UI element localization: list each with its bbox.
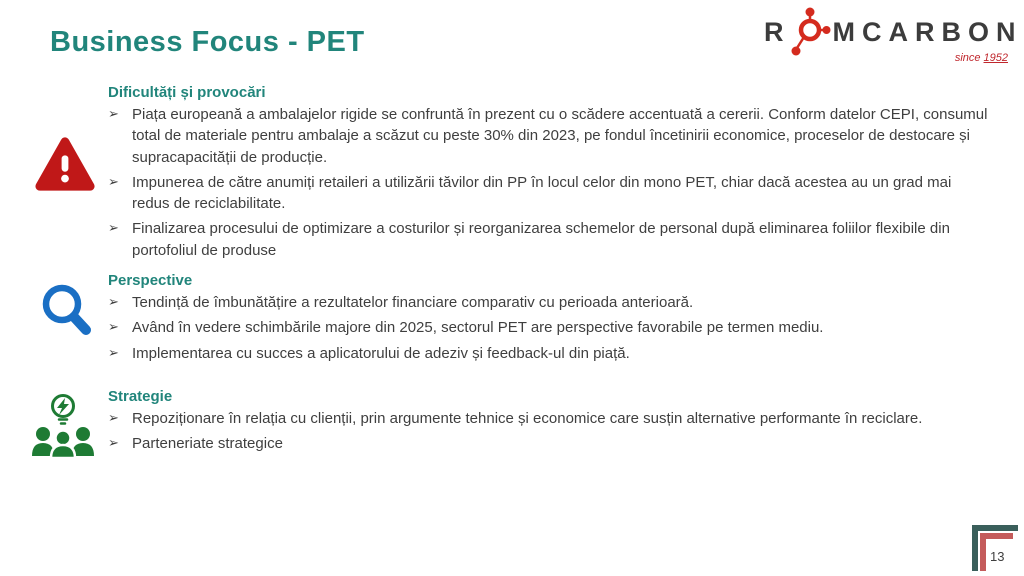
list-item xyxy=(108,343,990,364)
logo-since xyxy=(955,52,1008,64)
corner-red-left-bar xyxy=(980,533,986,571)
list-item xyxy=(108,104,990,168)
section-heading: Perspective xyxy=(108,272,193,289)
magnifier-icon xyxy=(37,281,95,339)
page-title: Business Focus - PET xyxy=(50,26,365,58)
bullet-text: Având în vedere schimbările majore din 2025, sectorul PET are perspective favorabile pe termen mediu. xyxy=(132,319,824,337)
corner-teal-top-bar xyxy=(972,525,1018,531)
list-item xyxy=(108,317,990,338)
bullet-text: Impunerea de către anumiți retaileri a utilizării tăvilor din PP în locul celor din mono PET, chiar dacă acestea au un grad mai redus de reciclabilitate. xyxy=(132,173,952,213)
list-item xyxy=(108,218,990,261)
section-heading: Strategie xyxy=(108,388,173,405)
logo-letter-r: R xyxy=(764,16,791,47)
bullet-arrow-icon: ➢ xyxy=(108,319,119,335)
logo-wordmark xyxy=(764,10,1023,54)
list-item xyxy=(108,292,990,313)
bullet-text: Finalizarea procesului de optimizare a costurilor și reorganizarea schemelor de personal după eliminarea foliilor flexibile din portofoliul de produse xyxy=(132,220,950,259)
bullet-arrow-icon: ➢ xyxy=(108,106,119,121)
bullet-text: Piața europeană a ambalajelor rigide se confruntă în prezent cu o scădere accentuată a cererii. Conform datelor CEPI, consumul total de materiale pentru ambalaje a scăzut cu peste 30% din 2023, pe fondul încetinirii economice, proceselor de destocare și supracapacității de producție. xyxy=(132,106,988,166)
corner-teal-left-bar xyxy=(972,525,978,571)
bullet-text: Tendință de îmbunătățire a rezultatelor financiare comparativ cu perioada anterioară. xyxy=(132,294,694,311)
romcarbon-logo xyxy=(764,10,1023,68)
bullet-arrow-icon: ➢ xyxy=(108,410,119,425)
warning-triangle-icon xyxy=(34,134,96,196)
section-perspectives xyxy=(108,272,990,368)
list-item xyxy=(108,172,990,215)
page-number: 13 xyxy=(990,549,1005,564)
bullet-arrow-icon: ➢ xyxy=(108,294,119,309)
logo-letters-mcarbon: MCARBON xyxy=(832,16,1023,47)
molecule-icon xyxy=(791,5,831,59)
bullet-text: Implementarea cu succes a aplicatorului de adeziv și feedback-ul din piață. xyxy=(132,344,630,362)
section-strategy xyxy=(108,388,990,459)
section-heading: Dificultăți și provocări xyxy=(108,84,266,101)
page-corner-graphic xyxy=(972,525,1018,571)
list-item xyxy=(108,433,990,454)
bullet-list xyxy=(108,292,990,364)
since-label: since xyxy=(954,52,981,64)
section-difficulties xyxy=(108,84,990,265)
bullet-text: Repoziționare în relația cu clienții, prin argumente tehnice și economice care susțin alternative performante în reciclare. xyxy=(132,410,923,427)
bullet-text: Parteneriate strategice xyxy=(132,435,283,453)
bullet-arrow-icon: ➢ xyxy=(108,344,119,360)
bullet-list xyxy=(108,104,990,261)
bullet-arrow-icon: ➢ xyxy=(108,173,119,189)
bullet-list xyxy=(108,408,990,455)
team-idea-icon xyxy=(30,392,96,466)
bullet-arrow-icon: ➢ xyxy=(108,435,119,451)
bullet-arrow-icon: ➢ xyxy=(108,220,119,236)
since-year: 1952 xyxy=(983,52,1008,64)
list-item xyxy=(108,408,990,429)
